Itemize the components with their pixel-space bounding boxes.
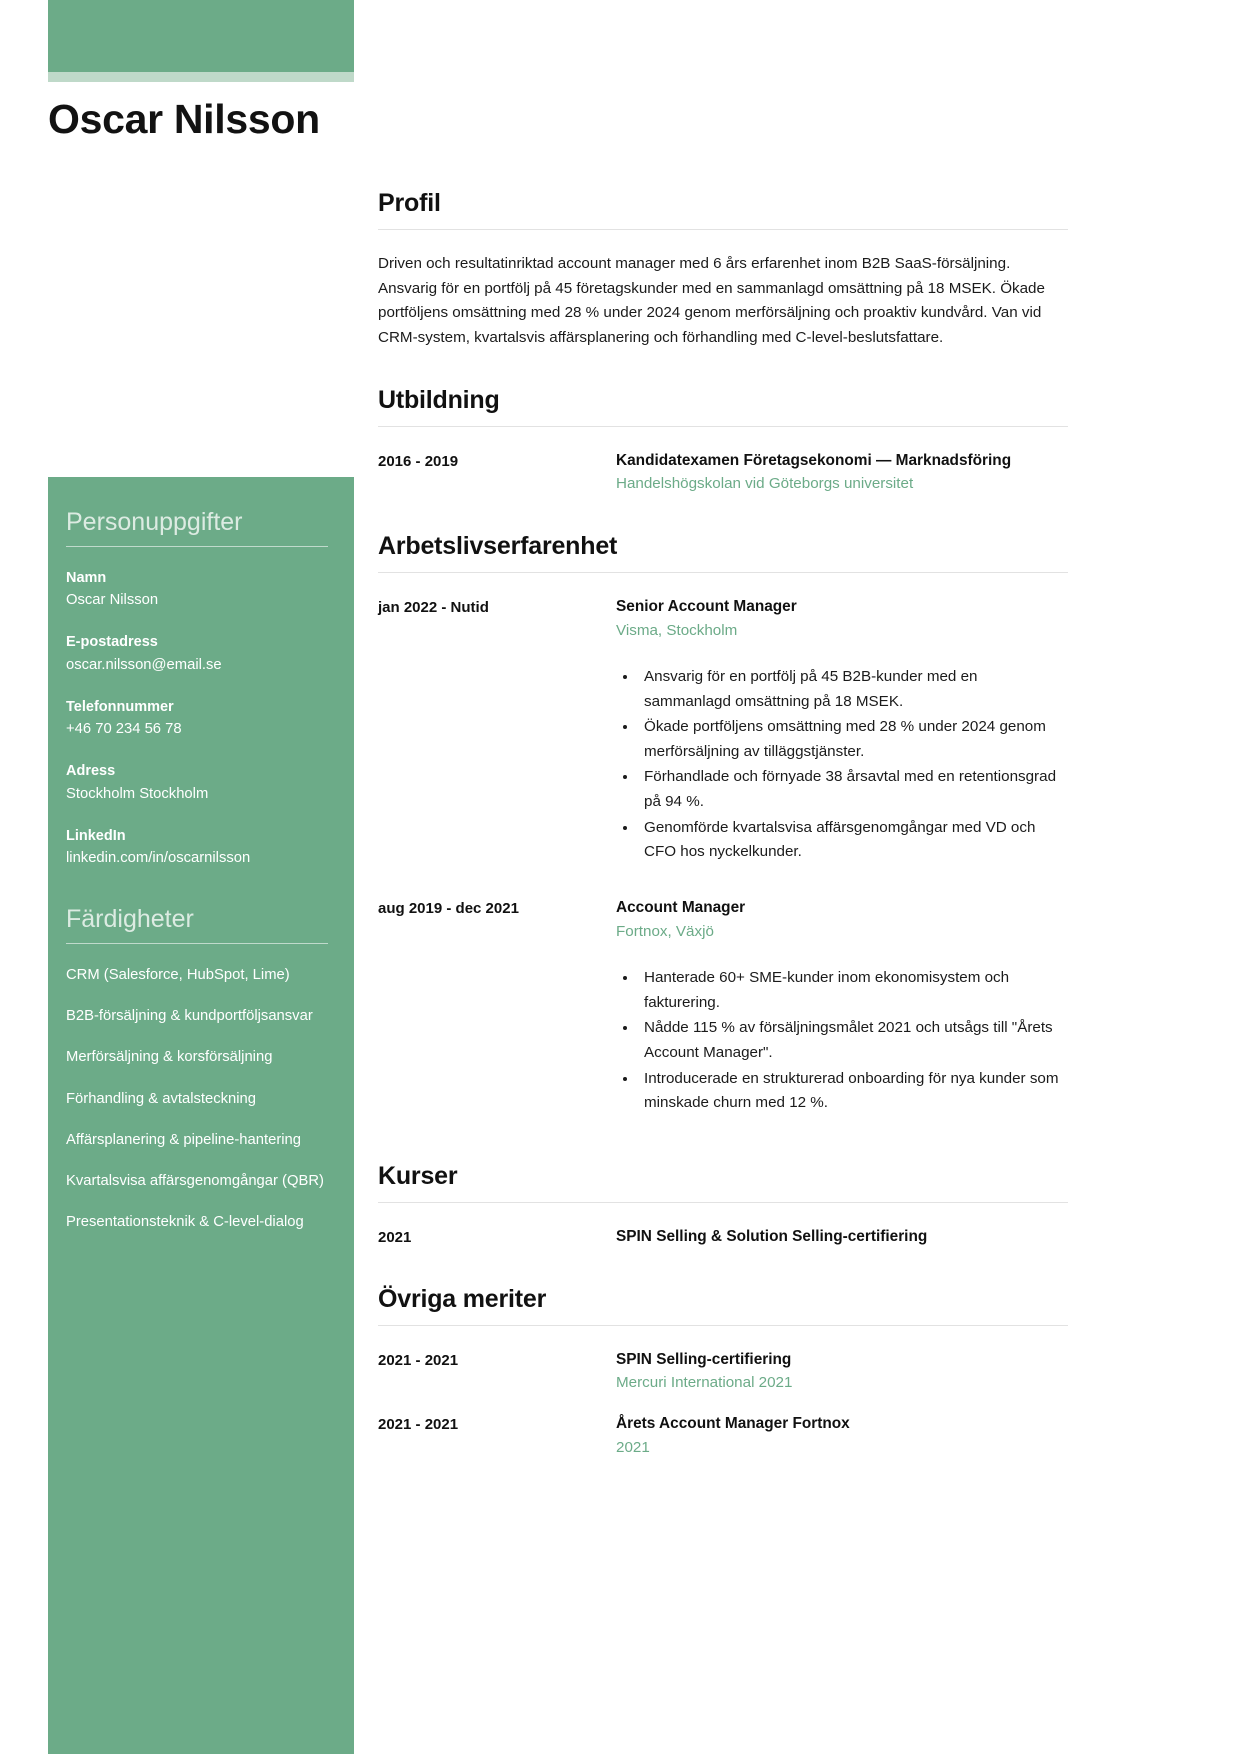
experience-entry (378, 896, 1068, 1117)
bullet-item: • Introducerade en strukturerad onboarding för nya kunder som minskade churn med 12 %. (638, 1067, 1068, 1116)
contact-label: LinkedIn (66, 827, 126, 844)
section-education (378, 385, 1068, 527)
entry-title: Årets Account Manager Fortnox (616, 1414, 850, 1432)
entry-title: Kandidatexamen Företagsekonomi — Marknadsföring (616, 451, 1012, 469)
entry-body (616, 449, 1068, 497)
entry-bullets (616, 966, 1068, 1116)
main-content (378, 188, 1068, 1476)
section-other-merits (378, 1284, 1068, 1460)
profile-text: Driven och resultatinriktad account manager med 6 års erfarenhet inom B2B SaaS-försäljning. Ansvarig för en portfölj på 45 företagskunder med en sammanlagd omsättning på 18 MSEK. Ökade portföljens omsättning med 28 % under 2024 genom merförsäljning och proaktiv kundvård. Van vid CRM-system, kvartalsvis affärsplanering och förhandling med C-level-beslutsfattare. (378, 255, 1045, 346)
entry-title: Account Manager (616, 898, 746, 916)
skill-item: CRM (Salesforce, HubSpot, Lime) (66, 966, 290, 983)
section-divider (378, 1325, 1068, 1326)
entry-subtitle: 2021 (616, 1438, 650, 1456)
contact-label: Adress (66, 763, 116, 780)
bullet-item: • Genomförde kvartalsvisa affärsgenomgångar med VD och CFO hos nyckelkunder. (638, 816, 1068, 865)
bullet-item: • Nådde 115 % av försäljningsmålet 2021 och utsågs till "Årets Account Manager". (638, 1016, 1068, 1065)
entry-date: 2021 - 2021 (378, 1351, 459, 1369)
course-entry (378, 1225, 1068, 1250)
entry-body (616, 1225, 1068, 1249)
spacer (378, 1266, 1068, 1280)
section-title-other-merits: Övriga meriter (378, 1284, 547, 1313)
entry-date: 2021 - 2021 (378, 1415, 459, 1433)
entry-title: SPIN Selling & Solution Selling-certifiering (616, 1227, 928, 1245)
contact-value[interactable]: oscar.nilsson@email.se (66, 656, 222, 673)
education-entry (378, 449, 1068, 497)
section-title-courses: Kurser (378, 1161, 458, 1190)
contact-item-linkedin (66, 825, 328, 870)
contact-value: Oscar Nilsson (66, 592, 159, 609)
entry-subtitle: Fortnox, Växjö (616, 922, 714, 940)
contact-label: Namn (66, 570, 107, 586)
merit-entry (378, 1348, 1068, 1396)
contact-value[interactable]: linkedin.com/in/oscarnilsson (66, 850, 251, 867)
section-profile (378, 188, 1068, 351)
section-divider (378, 229, 1068, 230)
skills-list (66, 964, 328, 1233)
entry-bullets (616, 665, 1068, 865)
sidebar-personal-divider (66, 546, 328, 547)
entry-body (616, 595, 1068, 866)
bullet-item: • Hanterade 60+ SME-kunder inom ekonomisystem och fakturering. (638, 966, 1068, 1015)
entry-subtitle: Visma, Stockholm (616, 621, 738, 639)
candidate-name: Oscar Nilsson (48, 96, 320, 142)
section-divider (378, 572, 1068, 573)
contact-item-name (66, 567, 328, 612)
entry-body (616, 1348, 1068, 1396)
entry-title: SPIN Selling-certifiering (616, 1350, 792, 1368)
contact-item-email (66, 631, 328, 676)
entry-date: jan 2022 - Nutid (378, 598, 489, 616)
entry-date: 2021 (378, 1228, 412, 1246)
section-experience (378, 531, 1068, 1157)
entry-subtitle: Mercuri International 2021 (616, 1374, 793, 1392)
contact-item-address (66, 760, 328, 805)
skill-item: Förhandling & avtalsteckning (66, 1090, 257, 1107)
sidebar-skills-heading: Färdigheter (66, 904, 194, 933)
skill-item: Kvartalsvisa affärsgenomgångar (QBR) (66, 1172, 324, 1189)
section-title-experience: Arbetslivserfarenhet (378, 531, 618, 560)
section-courses (378, 1161, 1068, 1280)
spacer (378, 1133, 1068, 1157)
contact-label: Telefonnummer (66, 698, 174, 715)
section-divider (378, 426, 1068, 427)
entry-subtitle: Handelshögskolan vid Göteborgs universitet (616, 475, 914, 493)
contact-value: Stockholm Stockholm (66, 785, 209, 802)
contact-value: +46 70 234 56 78 (66, 721, 182, 738)
skill-item: Merförsäljning & korsförsäljning (66, 1049, 273, 1066)
contact-item-phone (66, 696, 328, 741)
header-accent-band (48, 0, 354, 72)
entry-date: 2016 - 2019 (378, 452, 459, 470)
skill-item: B2B-försäljning & kundportföljsansvar (66, 1008, 313, 1025)
contact-label: E-postadress (66, 634, 158, 651)
spacer (378, 513, 1068, 527)
entry-body (616, 1412, 1068, 1460)
bullet-item: • Ansvarig för en portfölj på 45 B2B-kunder med en sammanlagd omsättning på 18 MSEK. (638, 665, 1068, 714)
sidebar (48, 477, 354, 1754)
skill-item: Affärsplanering & pipeline-hantering (66, 1131, 301, 1148)
section-title-profile: Profil (378, 189, 441, 217)
skill-item: Presentationsteknik & C-level-dialog (66, 1214, 304, 1231)
bullet-item: • Ökade portföljens omsättning med 28 % under 2024 genom merförsäljning av tilläggstjänster. (638, 715, 1068, 764)
entry-title: Senior Account Manager (616, 597, 797, 615)
spacer (378, 882, 1068, 896)
contact-list (66, 567, 328, 870)
sidebar-personal-heading: Personuppgifter (66, 508, 243, 536)
bullet-item: • Förhandlade och förnyade 38 årsavtal med en retentionsgrad på 94 %. (638, 765, 1068, 814)
sidebar-skills-divider (66, 943, 328, 944)
entry-date: aug 2019 - dec 2021 (378, 899, 519, 917)
experience-entry (378, 595, 1068, 866)
header-accent-strip (48, 72, 354, 82)
section-divider (378, 1202, 1068, 1203)
merit-entry (378, 1412, 1068, 1460)
entry-body (616, 896, 1068, 1117)
section-title-education: Utbildning (378, 385, 500, 414)
